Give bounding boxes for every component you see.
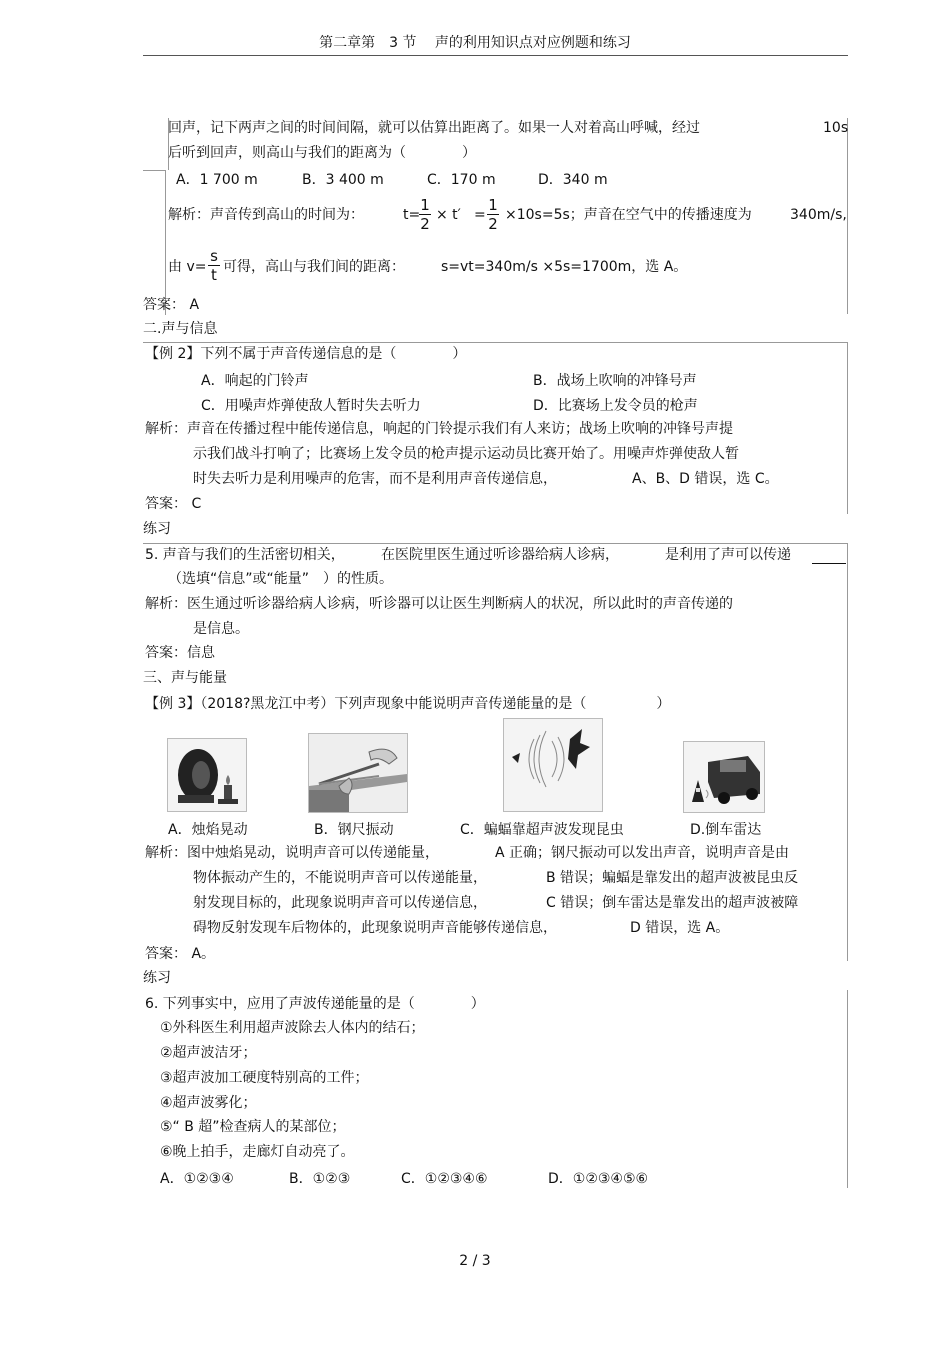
page-header: 第二章第 3 节 声的利用知识点对应例题和练习: [319, 35, 631, 51]
ex1-option-d: D．340 m: [538, 172, 608, 188]
p6-item-3: ③超声波加工硬度特别高的工件；: [160, 1070, 369, 1086]
box2-top-border: [143, 342, 847, 343]
ex2-question: 【例 2】下列不属于声音传递信息的是（ ）: [145, 346, 467, 362]
ex1-option-a: A．1 700 m: [176, 172, 258, 188]
ex3-option-d: D.倒车雷达: [690, 822, 762, 838]
figure-d-car-radar-image: [683, 741, 765, 813]
p5-line1b: 在医院里医生通过听诊器给病人诊病，: [381, 547, 619, 563]
practice-label-1: 练习: [143, 521, 171, 537]
ex2-analysis-line3-tail: A、B、D 错误，选 C。: [632, 471, 779, 487]
box3-right-border: [847, 543, 848, 961]
ex1-calc: s=vt=340m/s ×5s=1700m，选 A。: [441, 259, 688, 275]
p5-line1c: 是利用了声可以传递: [665, 547, 791, 563]
box1-corner: [143, 170, 165, 171]
ex1-v-prefix: 由 v=: [168, 259, 207, 275]
ex1-fraction-half-1: [418, 196, 432, 233]
ex1-times-10: ×10s=5s；声音在空气中的传播速度为: [505, 207, 752, 223]
ex1-analysis-prefix: 解析：声音传到高山的时间为：: [168, 207, 364, 223]
figure-c-bat-image: [503, 718, 603, 812]
fraction-denominator: 2: [420, 215, 430, 233]
ex2-option-b: B．战场上吹响的冲锋号声: [533, 373, 697, 389]
ex3-option-b: B．钢尺振动: [314, 822, 394, 838]
p5-answer-blank: [812, 563, 846, 564]
ex1-option-b: B．3 400 m: [302, 172, 384, 188]
ex2-option-d: D．比赛场上发令员的枪声: [533, 398, 698, 414]
ex1-speed: 340m/s,: [790, 207, 847, 223]
ex1-fraction-half-2: [486, 196, 500, 233]
section2-heading: 二.声与信息: [143, 321, 218, 337]
ex1-line2: 后听到回声，则高山与我们的距离为（ ）: [168, 145, 476, 161]
practice-label-2: 练习: [143, 970, 171, 986]
p6-item-1: ①外科医生利用超声波除去人体内的结石；: [160, 1020, 425, 1036]
p6-question: 6. 下列事实中，应用了声波传递能量的是（ ）: [145, 996, 485, 1012]
ex1-v-rest: 可得，高山与我们间的距离：: [223, 259, 405, 275]
ex3-analysis-line1b: A 正确；钢尺振动可以发出声音，说明声音是由: [495, 845, 790, 861]
figure-a-candle-image: [167, 738, 247, 812]
section3-heading: 三、声与能量: [143, 670, 227, 686]
header-rule: [143, 55, 848, 56]
ex1-option-c: C．170 m: [427, 172, 496, 188]
p6-option-d: D．①②③④⑤⑥: [548, 1171, 649, 1187]
ex3-analysis-line3b: C 错误；倒车雷达是靠发出的超声波被障: [546, 895, 799, 911]
ex3-analysis-line4a: 碍物反射发现车后物体的，此现象说明声音能够传递信息，: [193, 920, 557, 936]
box2-right-border: [847, 342, 848, 514]
p6-item-2: ②超声波洁牙；: [160, 1045, 257, 1061]
p5-line2: （选填“信息”或“能量” ）的性质。: [168, 571, 394, 587]
p5-answer: 答案：信息: [145, 645, 215, 661]
p6-item-6: ⑥晚上拍手，走廊灯自动亮了。: [160, 1144, 355, 1160]
ex1-t-eq: t=: [403, 207, 421, 223]
ex1-times-t: × t′: [436, 207, 461, 223]
fraction-numerator: s: [210, 247, 218, 265]
ex3-analysis-line1a: 解析：图中烛焰晃动，说明声音可以传递能量，: [145, 845, 439, 861]
box3-top-border: [143, 543, 847, 544]
ex3-analysis-line3a: 射发现目标的，此现象说明声音可以传递信息，: [193, 895, 487, 911]
figure-b-ruler-image: [308, 733, 408, 813]
page-number: 2 / 3: [459, 1253, 491, 1269]
ex1-answer: 答案： A: [143, 297, 200, 313]
fraction-numerator: 1: [420, 196, 430, 214]
p6-option-a: A．①②③④: [160, 1171, 234, 1187]
ex2-option-c: C．用噪声炸弹使敌人暂时失去听力: [201, 398, 421, 414]
fraction-numerator: 1: [488, 196, 498, 214]
box1-left-border: [165, 170, 166, 315]
box4-right-border: [847, 990, 848, 1188]
ex1-fraction-s-over-t: [207, 247, 221, 284]
ex2-analysis-line3: 时失去听力是利用噪声的危害，而不是利用声音传递信息，: [193, 471, 557, 487]
ex1-line1-tail: 10s: [823, 120, 849, 136]
ex3-analysis-line2b: B 错误；蝙蝠是靠发出的超声波被昆虫反: [546, 870, 799, 886]
ex3-analysis-line2a: 物体振动产生的，不能说明声音可以传递能量，: [193, 870, 487, 886]
fraction-denominator: 2: [488, 215, 498, 233]
p6-option-b: B．①②③: [289, 1171, 351, 1187]
ex3-option-c: C．蝙蝠靠超声波发现昆虫: [460, 822, 624, 838]
p5-analysis-line1: 解析：医生通过听诊器给病人诊病，听诊器可以让医生判断病人的状况，所以此时的声音传递的: [145, 596, 733, 612]
ex1-equals: =: [474, 207, 486, 223]
ex1-line1: 回声，记下两声之间的时间间隔，就可以估算出距离了。如果一人对着高山呼喊，经过: [168, 120, 700, 136]
ex3-answer: 答案： A。: [145, 946, 216, 962]
box1-right-border: [847, 118, 848, 314]
ex2-option-a: A．响起的门铃声: [201, 373, 309, 389]
ex2-analysis-line1: 解析：声音在传播过程中能传递信息，响起的门铃提示我们有人来访；战场上吹响的冲锋号声提: [145, 421, 733, 437]
ex3-question: 【例 3】（2018?黑龙江中考）下列声现象中能说明声音传递能量的是（ ）: [145, 696, 671, 712]
ex3-option-a: A．烛焰晃动: [168, 822, 248, 838]
ex2-analysis-line2: 示我们战斗打响了；比赛场上发令员的枪声提示运动员比赛开始了。用噪声炸弹使敌人暂: [193, 446, 739, 462]
p6-item-4: ④超声波雾化；: [160, 1095, 257, 1111]
p5-analysis-line2: 是信息。: [193, 621, 249, 637]
fraction-denominator: t: [211, 266, 217, 284]
p6-option-c: C．①②③④⑥: [401, 1171, 488, 1187]
ex2-answer: 答案： C: [145, 496, 202, 512]
ex3-analysis-line4b: D 错误，选 A。: [630, 920, 730, 936]
p6-item-5: ⑤“ B 超”检查病人的某部位；: [160, 1119, 346, 1135]
p5-line1a: 5. 声音与我们的生活密切相关，: [145, 547, 345, 563]
